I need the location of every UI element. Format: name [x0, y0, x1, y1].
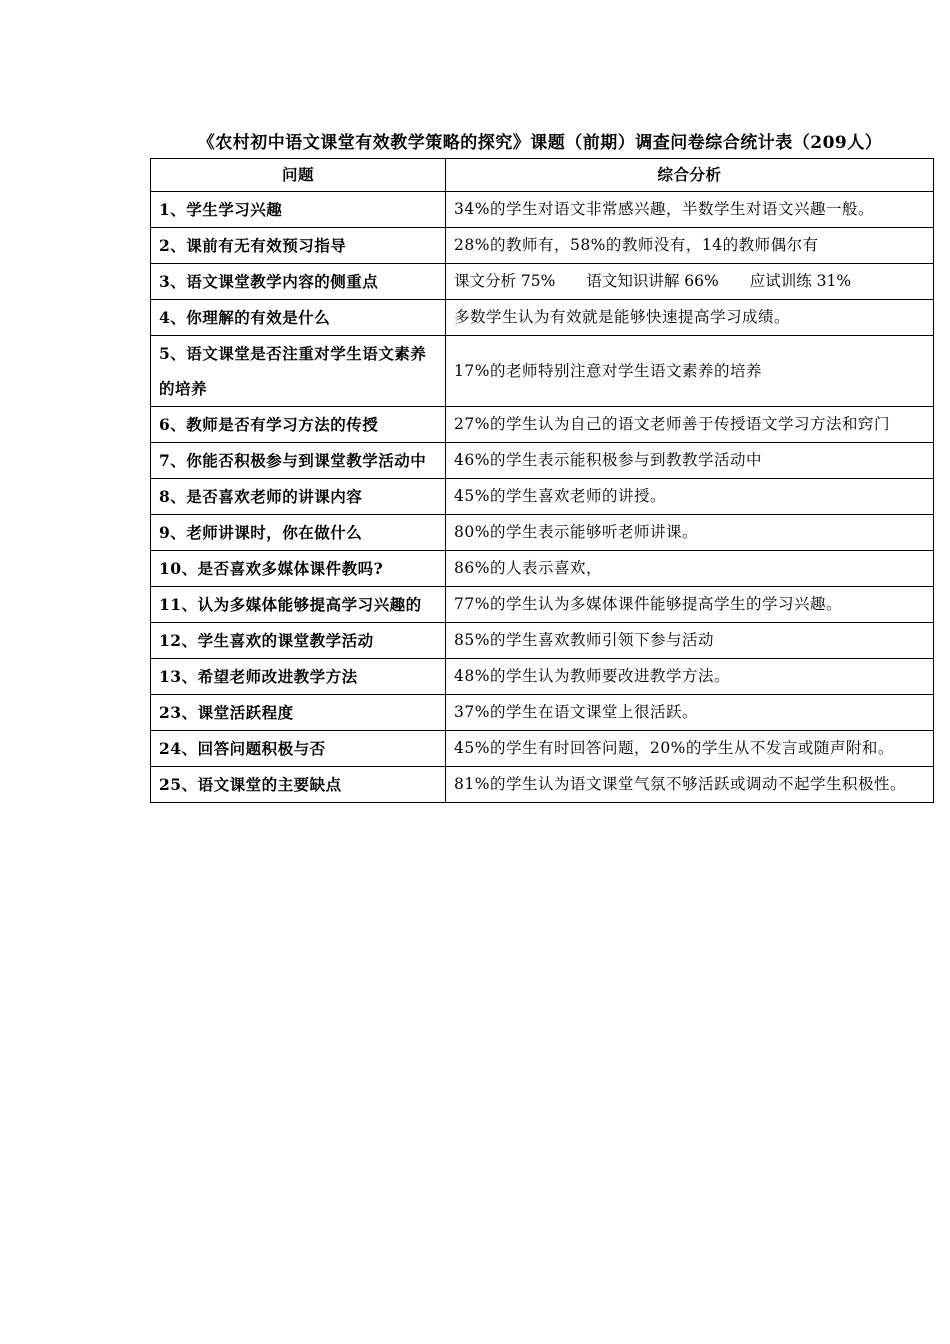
analysis-cell: 85%的学生喜欢教师引领下参与活动: [446, 623, 934, 659]
table-row: [151, 407, 934, 443]
question-cell: 13、希望老师改进教学方法: [151, 659, 446, 695]
table-row: [151, 659, 934, 695]
question-cell: 11、认为多媒体能够提高学习兴趣的: [151, 587, 446, 623]
analysis-cell: 81%的学生认为语文课堂气氛不够活跃或调动不起学生积极性。: [446, 767, 934, 803]
analysis-cell: 45%的学生有时回答问题，20%的学生从不发言或随声附和。: [446, 731, 934, 767]
question-cell: 2、课前有无有效预习指导: [151, 228, 446, 264]
question-cell: 23、课堂活跃程度: [151, 695, 446, 731]
question-cell: 6、教师是否有学习方法的传授: [151, 407, 446, 443]
survey-statistics-table: [150, 158, 934, 803]
question-cell: 9、老师讲课时，你在做什么: [151, 515, 446, 551]
table-row: [151, 228, 934, 264]
analysis-cell: 34%的学生对语文非常感兴趣，半数学生对语文兴趣一般。: [446, 192, 934, 228]
table-row: [151, 300, 934, 336]
table-header-row: [151, 159, 934, 192]
table-row: [151, 623, 934, 659]
table-row: [151, 264, 934, 300]
table-row: [151, 695, 934, 731]
question-cell: 3、语文课堂教学内容的侧重点: [151, 264, 446, 300]
question-cell: 8、是否喜欢老师的讲课内容: [151, 479, 446, 515]
analysis-cell: 28%的教师有，58%的教师没有，14的教师偶尔有: [446, 228, 934, 264]
question-cell: 7、你能否积极参与到课堂教学活动中: [151, 443, 446, 479]
table-row: [151, 192, 934, 228]
table-row: [151, 767, 934, 803]
question-cell: 12、学生喜欢的课堂教学活动: [151, 623, 446, 659]
table-row: [151, 479, 934, 515]
question-cell: 25、语文课堂的主要缺点: [151, 767, 446, 803]
column-header-analysis: 综合分析: [446, 159, 934, 192]
analysis-cell: 77%的学生认为多媒体课件能够提高学生的学习兴趣。: [446, 587, 934, 623]
analysis-cell: 多数学生认为有效就是能够快速提高学习成绩。: [446, 300, 934, 336]
analysis-cell: 45%的学生喜欢老师的讲授。: [446, 479, 934, 515]
column-header-question: 问题: [151, 159, 446, 192]
table-row: [151, 587, 934, 623]
analysis-cell: 课文分析 75% 语文知识讲解 66% 应试训练 31%: [446, 264, 934, 300]
question-cell: 4、你理解的有效是什么: [151, 300, 446, 336]
analysis-cell: 27%的学生认为自己的语文老师善于传授语文学习方法和窍门: [446, 407, 934, 443]
analysis-cell: 80%的学生表示能够听老师讲课。: [446, 515, 934, 551]
analysis-cell: 17%的老师特别注意对学生语文素养的培养: [446, 336, 934, 407]
question-cell: 10、是否喜欢多媒体课件教吗?: [151, 551, 446, 587]
question-cell: 24、回答问题积极与否: [151, 731, 446, 767]
table-row: [151, 443, 934, 479]
table-row: [151, 515, 934, 551]
analysis-cell: 48%的学生认为教师要改进教学方法。: [446, 659, 934, 695]
question-cell: 5、语文课堂是否注重对学生语文素养的培养: [151, 336, 446, 407]
analysis-cell: 46%的学生表示能积极参与到教教学活动中: [446, 443, 934, 479]
analysis-cell: 86%的人表示喜欢，: [446, 551, 934, 587]
table-row: [151, 551, 934, 587]
table-row: [151, 731, 934, 767]
page-title: 《农村初中语文课堂有效教学策略的探究》课题（前期）调查问卷综合统计表（209人）: [197, 133, 883, 153]
analysis-cell: 37%的学生在语文课堂上很活跃。: [446, 695, 934, 731]
question-cell: 1、学生学习兴趣: [151, 192, 446, 228]
table-row: [151, 336, 934, 407]
